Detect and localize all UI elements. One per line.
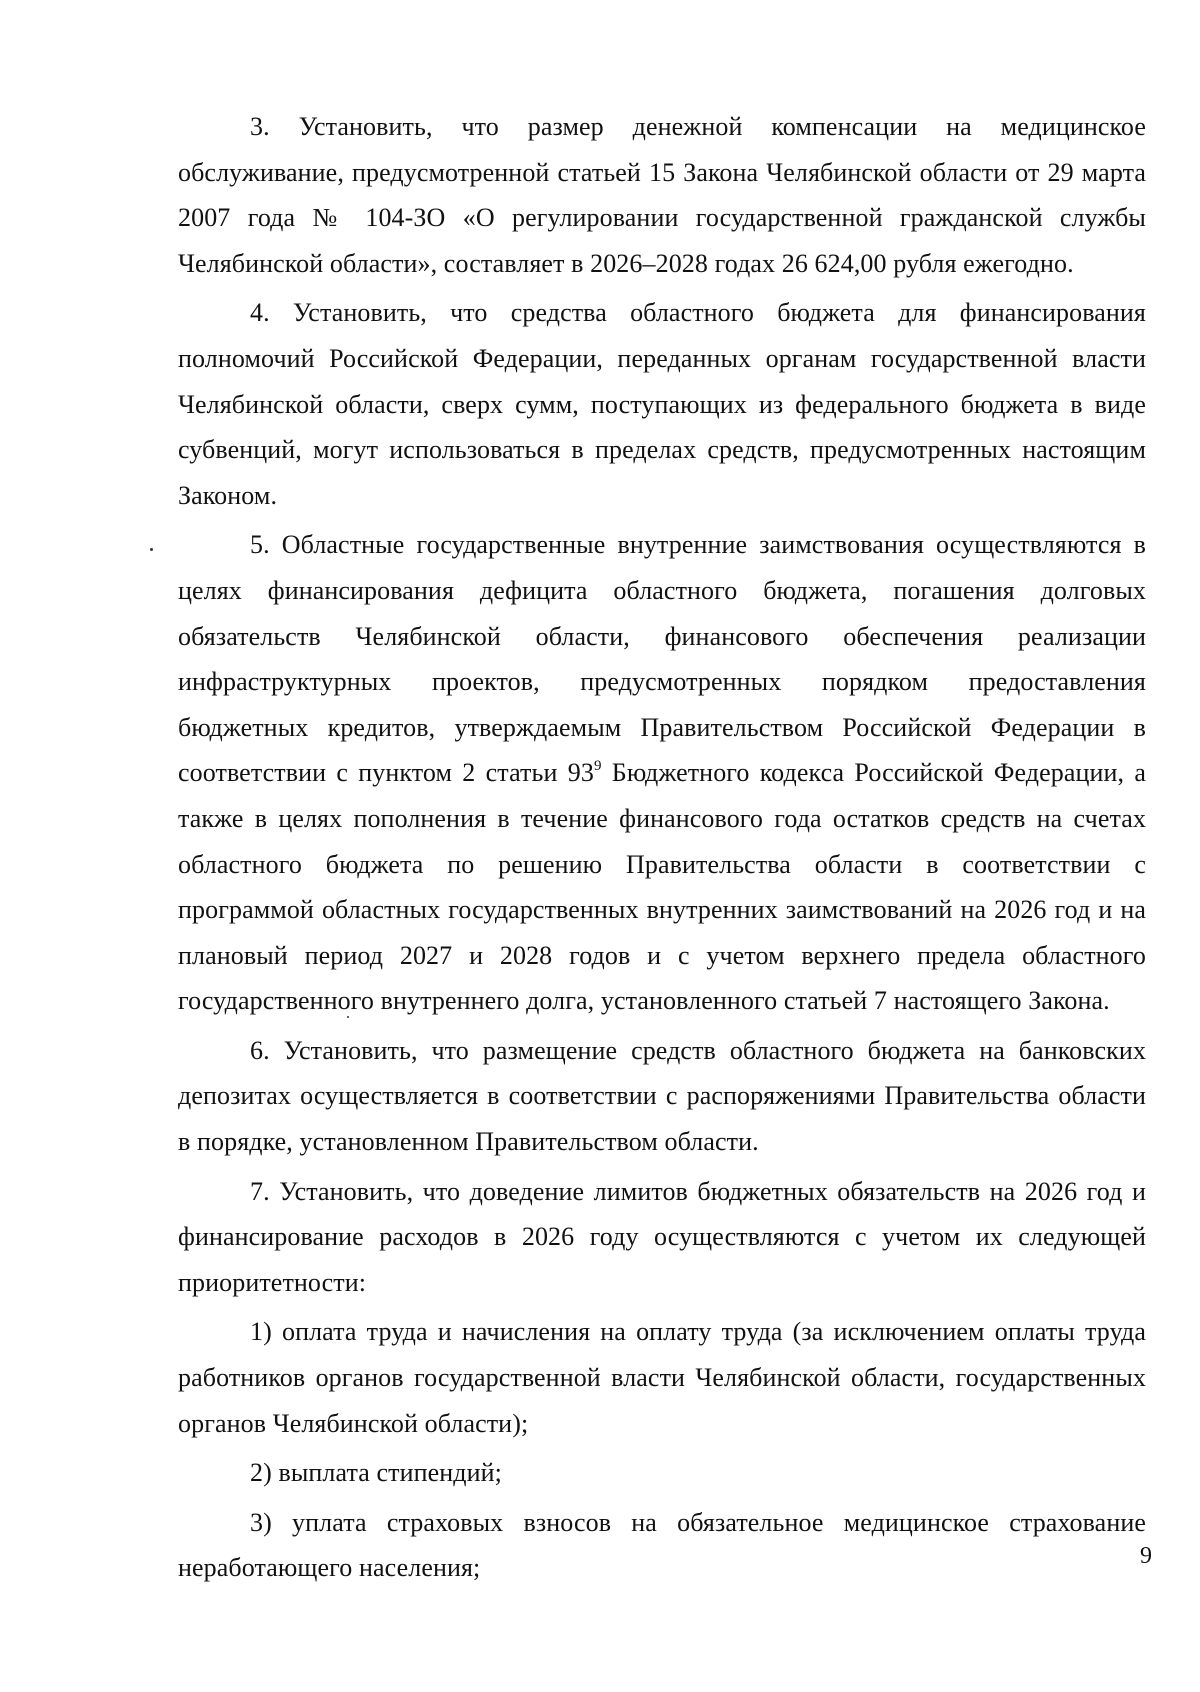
paragraph-6: 6. Установить, что размещение средств областного бюджета на банковских депозитах осуществляется в соответствии с распоряжениями Правительства области в порядке, установленном Правительством области. [178, 1035, 1146, 1157]
page-number: 9 [1140, 1543, 1152, 1569]
article-superscript: 9 [593, 758, 602, 775]
paragraph-5-text-before: 5. Областные государственные внутренние заимствования осуществляются в целях финансирования дефицита областного бюджета, погашения долговых обязательств Челябинской области, финансового обеспечения реализации инфраструктурных проектов, предусмотренных порядком предоставления бюджетных кредитов, утверждаемым Правительством Российской Федерации в соответствии с пунктом 2 статьи 93 [178, 530, 1146, 788]
paragraph-7: 7. Установить, что доведение лимитов бюджетных обязательств на 2026 год и финансирование расходов в 2026 году осуществляются с учетом их следующей приоритетности: [178, 1176, 1146, 1297]
list-item-1: 1) оплата труда и начисления на оплату труда (за исключением оплаты труда работников органов государственной власти Челябинской области, государственных органов Челябинской области); [178, 1317, 1146, 1438]
paragraph-4: 4. Установить, что средства областного бюджета для финансирования полномочий Российской Федерации, переданных органам государственной власти Челябинской области, сверх сумм, поступающих из федерального бюджета в виде субвенций, могут использоваться в пределах средств, предусмотренных настоящим Законом. [178, 298, 1146, 510]
paragraph-3: 3. Установить, что размер денежной компенсации на медицинское обслуживание, предусмотренной статьей 15 Закона Челябинской области от 29 марта 2007 года № 104-ЗО «О регулировании государственной гражданской службы Челябинской области», составляет в 2026–2028 годах 26 624,00 рубля ежегодно. [178, 112, 1146, 278]
list-item-3: 3) уплата страховых взносов на обязательное медицинское страхование неработающего населения; [178, 1507, 1146, 1583]
scan-speck [150, 548, 153, 551]
paragraph-5 [178, 522, 1146, 1024]
document-body [178, 104, 1146, 1595]
list-item-2: 2) выплата стипендий; [250, 1458, 502, 1488]
scan-speck [347, 1016, 349, 1018]
paragraph-5-text-after: Бюджетного кодекса Российской Федерации, а также в целях пополнения в течение финансового года остатков средств на счетах областного бюджета по решению Правительства области в соответствии с программой областных государственных внутренних заимствований на 2026 год и на плановый период 2027 и 2028 годов и с учетом верхнего предела областного государственного внутреннего долга, установленного статьей 7 настоящего Закона. [178, 758, 1146, 1016]
